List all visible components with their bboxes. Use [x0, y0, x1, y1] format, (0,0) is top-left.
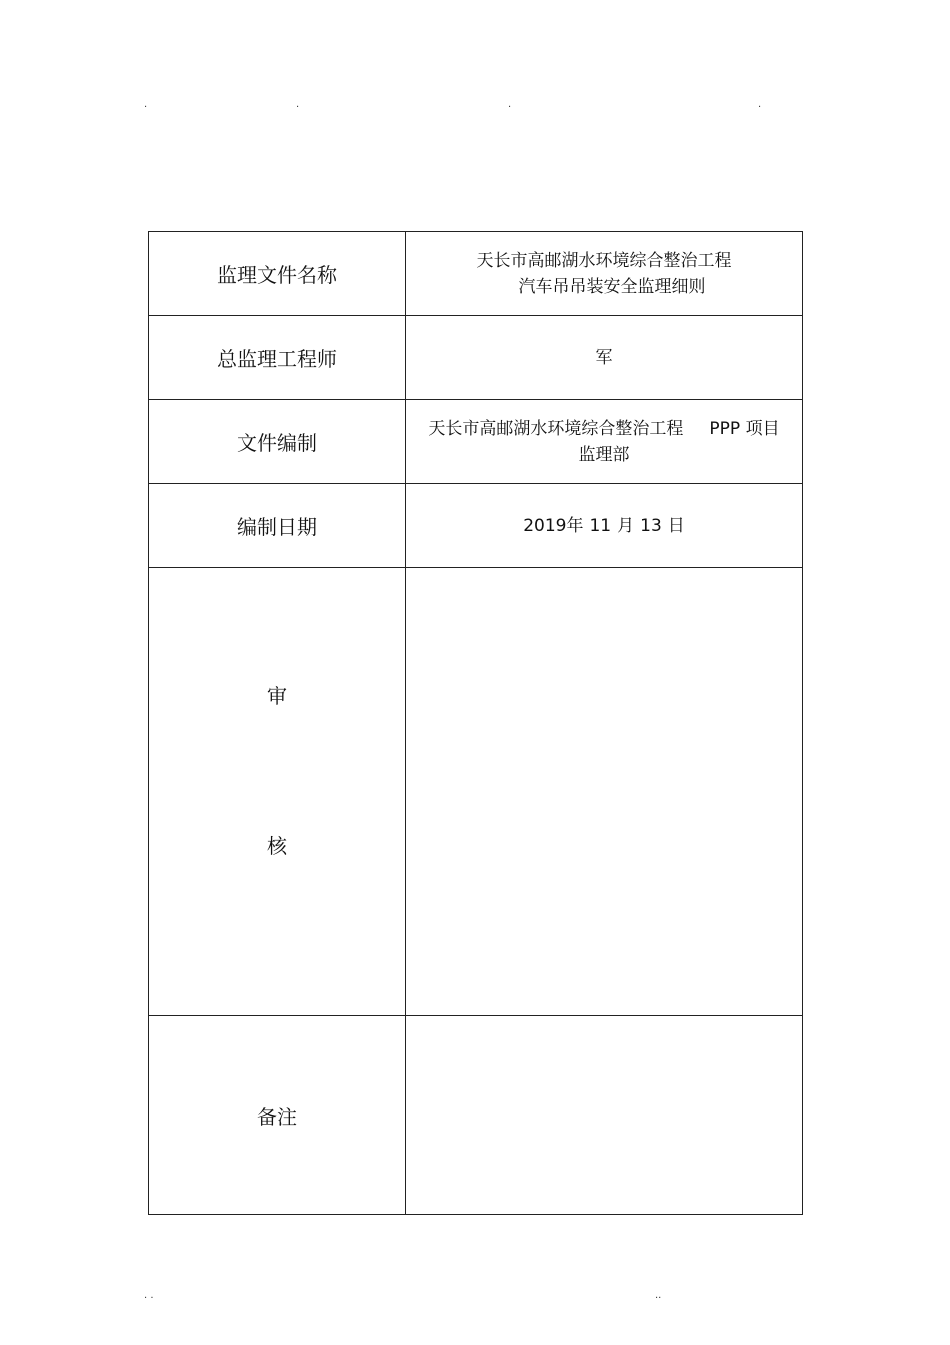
remarks-label: 备注: [149, 1016, 406, 1215]
compile-date-day: 13: [640, 515, 662, 536]
remarks-value: [406, 1016, 803, 1215]
compile-date-value: [406, 484, 803, 568]
form-row-remarks: [149, 1016, 803, 1215]
form-row-document-name: [149, 232, 803, 316]
audit-label-char1: 审: [267, 684, 287, 708]
form-row-compile-date: [149, 484, 803, 568]
form-row-compiled-by: [149, 400, 803, 484]
compile-date-year: 2019: [523, 515, 567, 536]
document-name-value: [406, 232, 803, 316]
form-row-audit: [149, 568, 803, 1016]
compile-date-day-unit: 日: [667, 515, 685, 536]
compiled-by-label: 文件编制: [149, 400, 406, 484]
compiled-by-project-type: PPP 项目: [709, 418, 780, 439]
footer-mark: . .: [144, 1290, 154, 1301]
compiled-by-line2: 监理部: [578, 444, 630, 465]
header-mark: .: [144, 99, 148, 110]
form-row-chief-engineer: [149, 316, 803, 400]
compiled-by-value: [406, 400, 803, 484]
compile-date-month: 11: [589, 515, 612, 536]
compile-date-month-unit: 月: [617, 515, 635, 536]
header-mark: .: [296, 99, 300, 110]
compile-date-label: 编制日期: [149, 484, 406, 568]
document-info-form: [148, 231, 803, 1215]
chief-engineer-value: 军: [406, 316, 803, 400]
audit-label: [149, 568, 406, 1016]
compiled-by-project-name: 天长市高邮湖水环境综合整治工程: [428, 418, 684, 439]
chief-engineer-label: 总监理工程师: [149, 316, 406, 400]
header-mark: .: [758, 99, 762, 110]
audit-value: [406, 568, 803, 1016]
document-name-label: 监理文件名称: [149, 232, 406, 316]
compile-date-year-unit: 年: [566, 515, 584, 536]
audit-label-char2: 核: [267, 834, 287, 858]
document-name-line1: 天长市高邮湖水环境综合整治工程: [476, 250, 732, 271]
footer-mark: ..: [655, 1290, 662, 1301]
header-mark: .: [508, 99, 512, 110]
document-name-line2: 汽车吊吊装安全监理细则: [518, 276, 706, 297]
compiled-by-line1: [406, 416, 802, 442]
